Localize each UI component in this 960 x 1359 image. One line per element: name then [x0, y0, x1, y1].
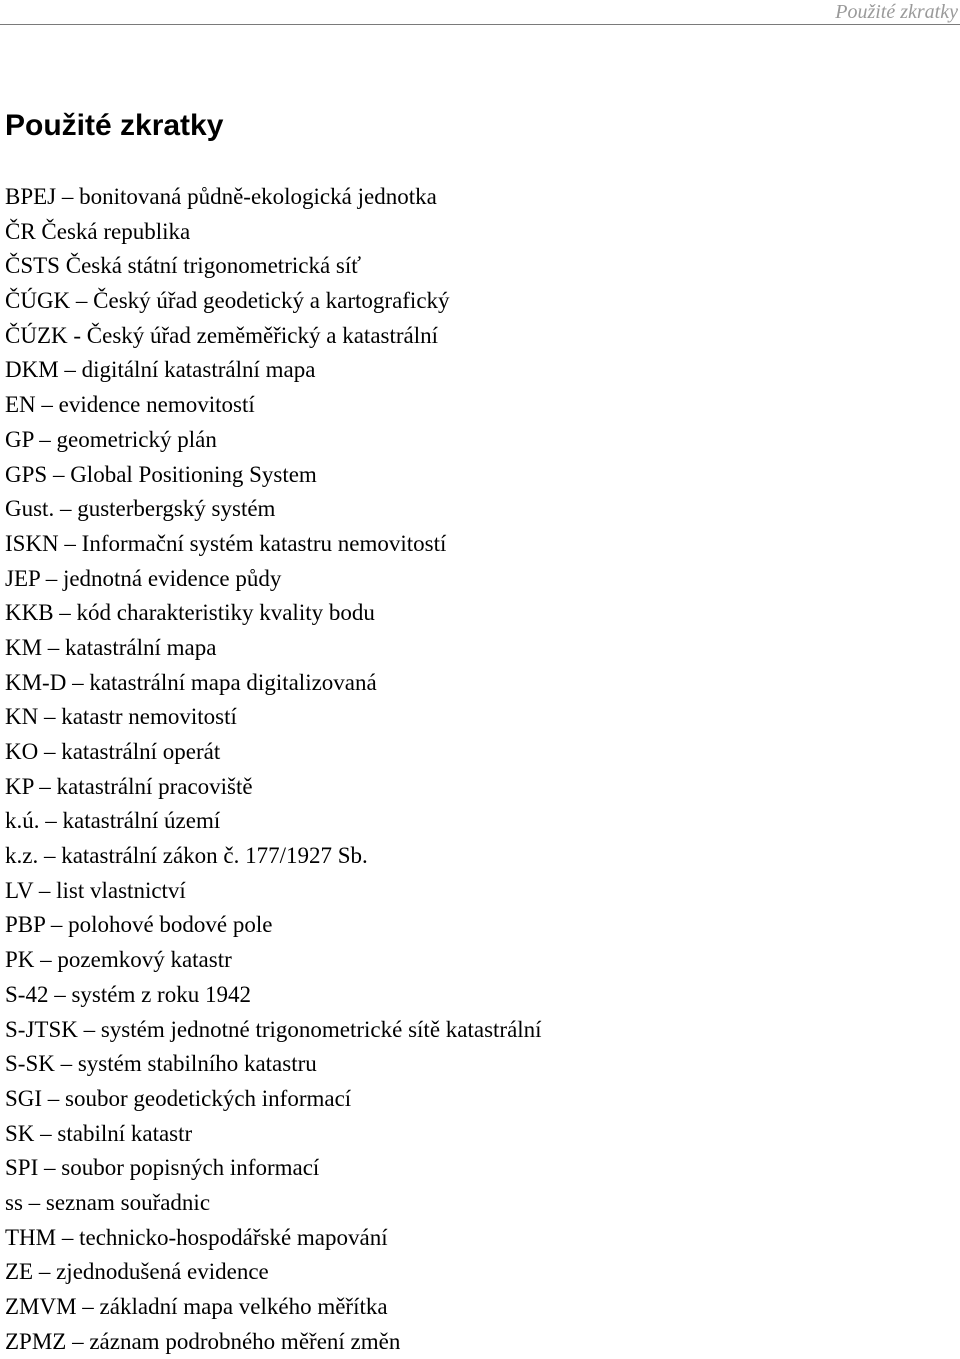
abbreviation-item: ZPMZ – záznam podrobného měření změn: [5, 1328, 401, 1354]
abbreviation-item: SPI – soubor popisných informací: [5, 1155, 320, 1181]
abbreviation-item: ZMVM – základní mapa velkého měřítka: [5, 1294, 388, 1319]
abbreviation-item: EN – evidence nemovitostí: [5, 392, 255, 418]
running-header: [0, 0, 960, 25]
abbreviation-item: KM – katastrální mapa: [5, 634, 217, 660]
abbreviation-item: ZE – zjednodušená evidence: [5, 1259, 269, 1285]
page-title: Použité zkratky: [5, 109, 224, 142]
abbreviation-item: DKM – digitální katastrální mapa: [5, 357, 316, 383]
abbreviation-item: ČR Česká republika: [5, 218, 191, 244]
abbreviation-item: S-SK – systém stabilního katastru: [5, 1051, 317, 1077]
abbreviation-item: SGI – soubor geodetických informací: [5, 1085, 352, 1111]
abbreviation-item: ČÚGK – Český úřad geodetický a kartografický: [5, 288, 450, 314]
abbreviation-item: GP – geometrický plán: [5, 426, 217, 452]
abbreviation-item: ČÚZK - Český úřad zeměměřický a katastrální: [5, 322, 439, 348]
abbreviation-item: S-42 – systém z roku 1942: [5, 981, 251, 1007]
abbreviation-item: ČSTS Česká státní trigonometrická síť: [5, 253, 362, 279]
abbreviation-item: LV – list vlastnictví: [5, 877, 186, 903]
abbreviation-item: KP – katastrální pracoviště: [5, 773, 253, 799]
abbreviation-item: KN – katastr nemovitostí: [5, 704, 237, 730]
abbreviation-item: k.z. – katastrální zákon č. 177/1927 Sb.: [5, 843, 368, 869]
abbreviation-item: SK – stabilní katastr: [5, 1120, 193, 1146]
abbreviation-item: THM – technicko-hospodářské mapování: [5, 1224, 388, 1250]
abbreviation-item: GPS – Global Positioning System: [5, 461, 317, 487]
abbreviation-item: Gust. – gusterbergský systém: [5, 496, 276, 522]
abbreviation-item: ISKN – Informační systém katastru nemovitostí: [5, 530, 447, 556]
abbreviation-item: PK – pozemkový katastr: [5, 947, 232, 973]
abbreviation-item: KM-D – katastrální mapa digitalizovaná: [5, 669, 377, 695]
abbreviation-item: ss – seznam souřadnic: [5, 1189, 211, 1215]
abbreviation-item: JEP – jednotná evidence půdy: [5, 565, 282, 591]
abbreviation-list: [5, 180, 542, 1359]
running-header-text: Použité zkratky: [835, 1, 958, 23]
abbreviation-item: KO – katastrální operát: [5, 739, 221, 764]
abbreviation-item: PBP – polohové bodové pole: [5, 912, 273, 938]
abbreviation-item: BPEJ – bonitovaná půdně-ekologická jednotka: [5, 184, 437, 209]
abbreviation-item: KKB – kód charakteristiky kvality bodu: [5, 600, 375, 626]
abbreviation-item: k.ú. – katastrální území: [5, 808, 221, 834]
abbreviation-item: S-JTSK – systém jednotné trigonometrické sítě katastrální: [5, 1016, 542, 1042]
